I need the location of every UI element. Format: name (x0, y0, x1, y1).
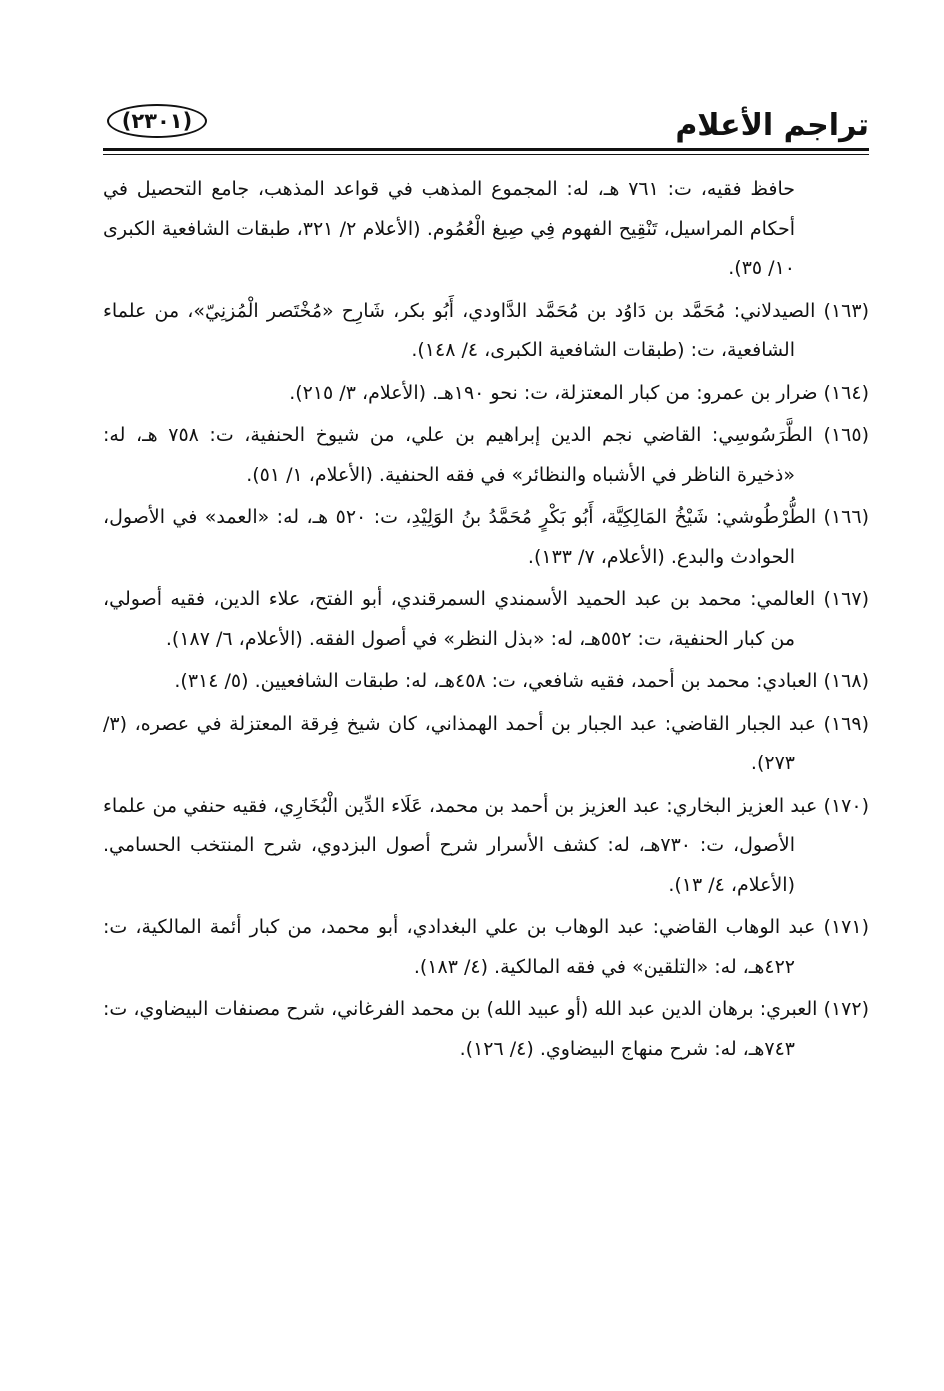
entry-number: (١٧١) (823, 916, 869, 938)
entry-number: (١٦٦) (823, 506, 870, 528)
biography-entry (103, 498, 869, 577)
page-number-badge: (٢٣٠١) (107, 104, 207, 138)
entry-text: العالمي: محمد بن عبد الحميد الأسمندي السمرقندي، أبو الفتح، علاء الدين، فقيه أصولي، من كبار الحنفية، ت: ٥٥٢هـ، له: «بذل النظر» في أصول الفقه. (الأعلام، ٦/ ١٨٧). (103, 588, 816, 650)
biography-entry (103, 705, 869, 784)
entry-text: الصيدلاني: مُحَمَّد بن دَاوُد بن مُحَمَّد الدَّاودي، أَبُو بكر، شَارِح «مُخْتَصر الْمُزنِيّ»، من علماء الشافعية، ت: (طبقات الشافعية الكبرى، ٤/ ١٤٨). (103, 299, 816, 361)
entry-number: (١٦٧) (823, 588, 869, 610)
biography-entry (103, 580, 869, 659)
entry-text: عبد العزيز البخاري: عبد العزيز بن أحمد بن محمد، عَلَاء الدِّين الْبُخَارِي، فقيه حنفي من علماء الأصول، ت: ٧٣٠هـ، له: كشف الأسرار شرح أصول البزدوي، شرح المنتخب الحسامي. (الأعلام، ٤/ ١٣). (103, 794, 818, 896)
entry-text: الطَّرَسُوسِي: القاضي نجم الدين إبراهيم بن علي، من شيوخ الحنفية، ت: ٧٥٨ هـ، له: «ذخيرة الناظر في الأشباه والنظائر» في فقه الحنفية. (الأعلام، ١/ ٥١). (103, 424, 813, 486)
entry-number: (١٧٢) (823, 998, 869, 1020)
entry-text: العبري: برهان الدين عبد الله (أو عبيد الله) بن محمد الفرغاني، شرح مصنفات البيضاوي، ت: ٧٤٣هـ، له: شرح منهاج البيضاوي. (٤/ ١٢٦). (103, 998, 818, 1060)
entry-number: (١٦٤) (823, 381, 869, 404)
biography-entry (103, 787, 869, 906)
biography-entry (103, 908, 869, 987)
biography-entry (103, 662, 869, 702)
entry-text: ضرار بن عمرو: من كبار المعتزلة، ت: نحو ١٩٠هـ. (الأعلام، ٣/ ٢١٥). (289, 381, 818, 404)
continuation-paragraph: حافظ فقيه، ت: ٧٦١ هـ، له: المجموع المذهب في قواعد المذهب، جامع التحصيل في أحكام المراسيل، تَنْقِيح الفهوم فِي صِيغ الْعُمُوم. (الأعلام ٢/ ٣٢١، طبقات الشافعية الكبرى ١٠/ ٣٥). (103, 178, 796, 279)
entry-text: عبد الجبار القاضي: عبد الجبار بن أحمد الهمذاني، كان شيخ فِرقة المعتزلة في عصره، (٣/ ٢٧٣). (103, 712, 816, 774)
running-title: تراجم الأعلام (675, 108, 869, 143)
entry-number: (١٦٨) (823, 670, 869, 692)
biography-entry (103, 292, 869, 371)
entry-text: العبادي: محمد بن أحمد، فقيه شافعي، ت: ٤٥٨هـ، له: طبقات الشافعيين. (٥/ ٣١٤). (174, 670, 818, 692)
page-header (103, 100, 869, 148)
biography-entry (103, 990, 869, 1069)
entry-number: (١٦٥) (823, 424, 869, 446)
entry-number: (١٦٣) (823, 299, 869, 322)
entry-text: الطُّرْطُوشي: شَيْخُ المَالِكِيَّة، أَبُو بَكْرٍ مُحَمَّدُ بنُ الوَلِيْدِ، ت: ٥٢٠ هـ، له: «العمد» في الأصول، الحوادث والبدع. (الأعلام، ٧/ ١٣٣). (103, 506, 817, 568)
header-rule-thick (103, 148, 869, 151)
entry-text: عبد الوهاب القاضي: عبد الوهاب بن علي البغدادي، أبو محمد، من كبار أئمة المالكية، ت: ٤٢٢هـ، له: «التلقين» في فقه المالكية. (٤/ ١٨٣). (103, 916, 816, 978)
entry-number: (١٦٩) (823, 712, 869, 735)
biography-entry (103, 374, 869, 414)
header-rule-thin (103, 154, 869, 155)
biographies-body (103, 170, 869, 1072)
entry-number: (١٧٠) (823, 794, 869, 817)
biography-entry (103, 416, 869, 495)
